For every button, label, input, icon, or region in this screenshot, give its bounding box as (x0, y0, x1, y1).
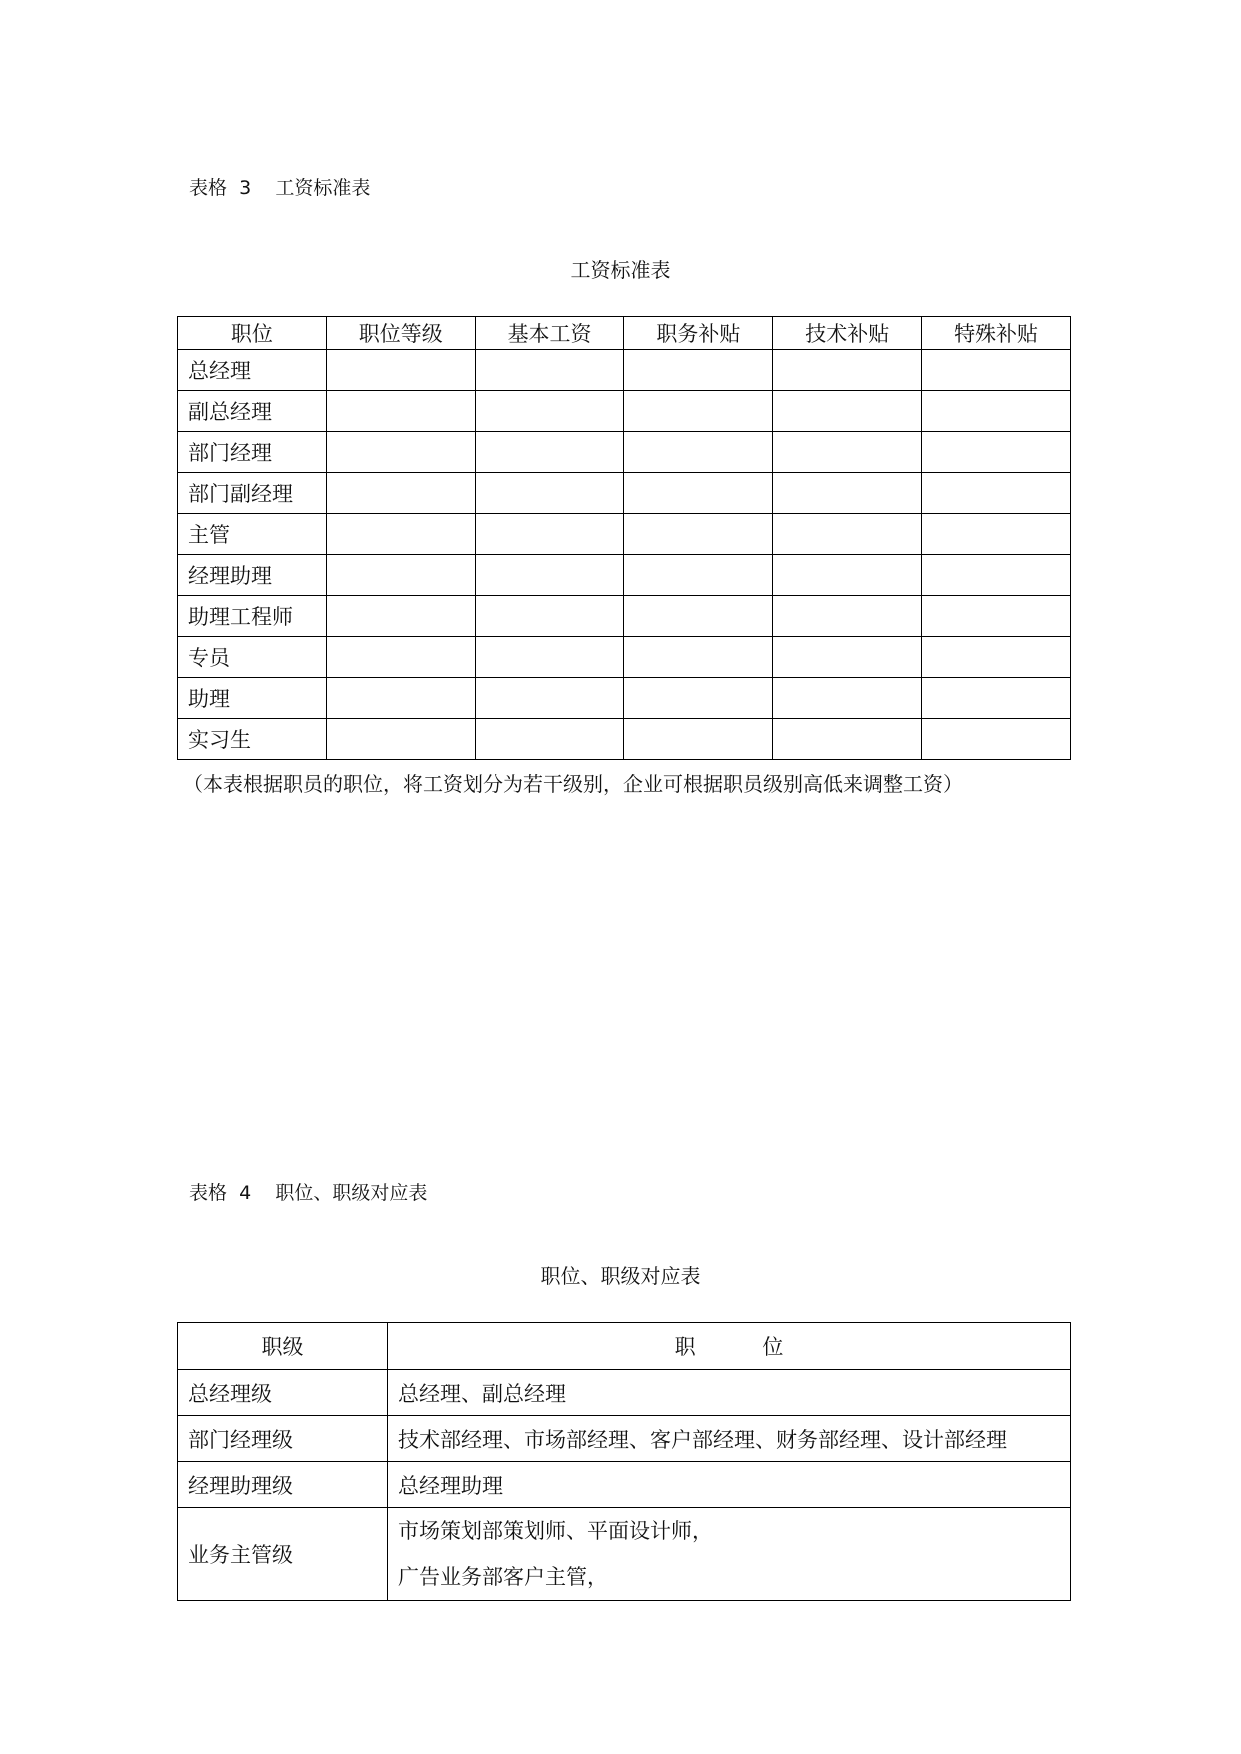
positions-cell: 技术部经理、市场部经理、客户部经理、财务部经理、设计部经理 (388, 1416, 1071, 1462)
positions-cell: 总经理助理 (388, 1462, 1071, 1508)
positions-cell: 总经理、副总经理 (388, 1370, 1071, 1416)
table-row (178, 391, 1071, 432)
header-cell: 基本工资 (475, 317, 624, 350)
header-cell: 职务补贴 (624, 317, 773, 350)
empty-cell (475, 514, 624, 555)
empty-cell (922, 391, 1071, 432)
empty-cell (624, 678, 773, 719)
table-row (178, 1462, 1071, 1508)
empty-cell (475, 637, 624, 678)
table3-note: （本表根据职员的职位，将工资划分为若干级别，企业可根据职员级别高低来调整工资） (183, 772, 963, 796)
header-cell: 职位 (178, 317, 327, 350)
empty-cell (475, 719, 624, 760)
position-cell: 助理工程师 (178, 596, 327, 637)
empty-cell (773, 514, 922, 555)
empty-cell (922, 719, 1071, 760)
empty-cell (624, 555, 773, 596)
position-cell: 部门经理 (178, 432, 327, 473)
empty-cell (326, 596, 475, 637)
position-grade-table (177, 1322, 1071, 1601)
header-cell-position: 职 位 (388, 1323, 1071, 1370)
empty-cell (475, 350, 624, 391)
empty-cell (773, 596, 922, 637)
position-cell: 主管 (178, 514, 327, 555)
empty-cell (773, 678, 922, 719)
table-row (178, 1508, 1071, 1601)
table-row (178, 1370, 1071, 1416)
empty-cell (624, 473, 773, 514)
empty-cell (773, 350, 922, 391)
header-cell: 技术补贴 (773, 317, 922, 350)
empty-cell (922, 637, 1071, 678)
empty-cell (773, 432, 922, 473)
empty-cell (326, 432, 475, 473)
position-line: 广告业务部客户主管， (398, 1565, 608, 1589)
table-row (178, 514, 1071, 555)
empty-cell (922, 555, 1071, 596)
empty-cell (326, 350, 475, 391)
empty-cell (475, 391, 624, 432)
table-row (178, 596, 1071, 637)
position-cell: 总经理 (178, 350, 327, 391)
empty-cell (475, 596, 624, 637)
grade-cell: 部门经理级 (178, 1416, 388, 1462)
table4-title: 职位、职级对应表 (540, 1264, 701, 1288)
table-row (178, 678, 1071, 719)
empty-cell (624, 432, 773, 473)
empty-cell (326, 514, 475, 555)
table3-caption: 表格 3 工资标准表 (189, 177, 371, 199)
empty-cell (773, 473, 922, 514)
table-row (178, 555, 1071, 596)
position-cell: 经理助理 (178, 555, 327, 596)
empty-cell (326, 555, 475, 596)
empty-cell (326, 473, 475, 514)
empty-cell (922, 514, 1071, 555)
table-row (178, 350, 1071, 391)
table-row (178, 719, 1071, 760)
empty-cell (922, 596, 1071, 637)
table-header-row (178, 1323, 1071, 1370)
table-row (178, 473, 1071, 514)
empty-cell (475, 432, 624, 473)
empty-cell (624, 719, 773, 760)
position-cell: 副总经理 (178, 391, 327, 432)
header-cell-grade: 职级 (178, 1323, 388, 1370)
empty-cell (624, 596, 773, 637)
empty-cell (326, 391, 475, 432)
empty-cell (624, 637, 773, 678)
table4-caption: 表格 4 职位、职级对应表 (189, 1182, 428, 1204)
position-cell: 部门副经理 (178, 473, 327, 514)
empty-cell (773, 555, 922, 596)
table-row (178, 1416, 1071, 1462)
positions-cell (388, 1508, 1071, 1601)
empty-cell (326, 678, 475, 719)
grade-cell: 业务主管级 (178, 1508, 388, 1601)
empty-cell (475, 473, 624, 514)
position-cell: 助理 (178, 678, 327, 719)
empty-cell (624, 391, 773, 432)
empty-cell (922, 432, 1071, 473)
empty-cell (773, 637, 922, 678)
empty-cell (475, 678, 624, 719)
empty-cell (475, 555, 624, 596)
table-header-row (178, 317, 1071, 350)
position-cell: 专员 (178, 637, 327, 678)
position-cell: 实习生 (178, 719, 327, 760)
table3-title: 工资标准表 (570, 258, 671, 282)
table-row (178, 637, 1071, 678)
table-row (178, 432, 1071, 473)
header-cell: 特殊补贴 (922, 317, 1071, 350)
empty-cell (922, 473, 1071, 514)
empty-cell (624, 350, 773, 391)
position-line: 市场策划部策划师、平面设计师， (398, 1519, 713, 1543)
empty-cell (773, 391, 922, 432)
empty-cell (773, 719, 922, 760)
empty-cell (326, 637, 475, 678)
empty-cell (326, 719, 475, 760)
grade-cell: 经理助理级 (178, 1462, 388, 1508)
empty-cell (922, 678, 1071, 719)
empty-cell (624, 514, 773, 555)
empty-cell (922, 350, 1071, 391)
grade-cell: 总经理级 (178, 1370, 388, 1416)
salary-standard-table (177, 316, 1071, 760)
header-cell: 职位等级 (326, 317, 475, 350)
